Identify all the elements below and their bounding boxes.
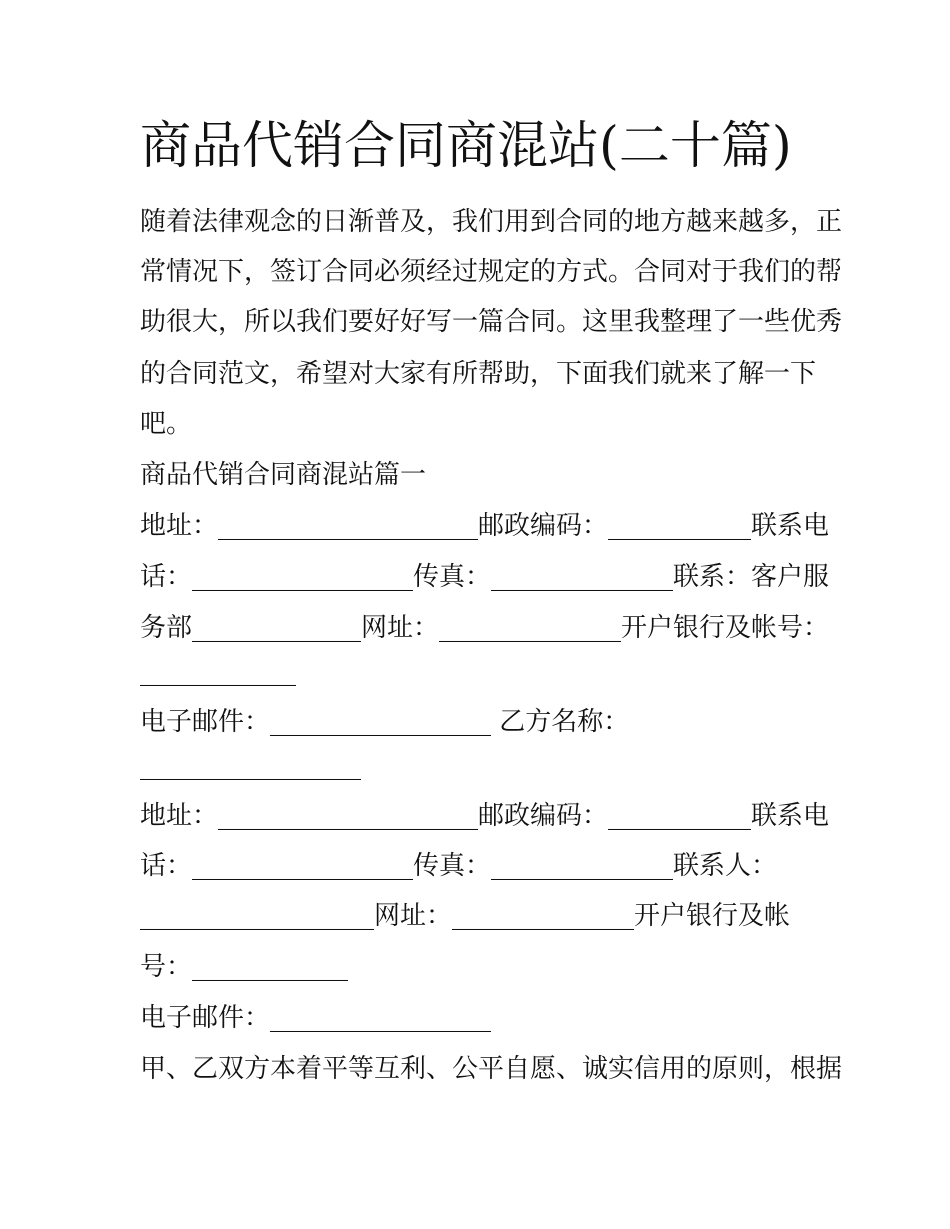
- party-a-line-5: 电子邮件：_________________ 乙方名称：: [140, 707, 630, 737]
- party-a-line-2: 话：_________________传真：______________联系：客户服: [140, 562, 830, 592]
- party-b-line-5: 电子邮件：_________________: [140, 1003, 492, 1033]
- party-a-line-4: ____________: [140, 657, 296, 687]
- party-b-line-3: __________________网址：______________开户银行及帐: [140, 901, 791, 931]
- party-a-line-1: 地址：____________________邮政编码：___________联系电: [140, 511, 830, 541]
- party-b-line-1: 地址：____________________邮政编码：___________联系电: [140, 801, 830, 831]
- intro-line-1: 随着法律观念的日渐普及，我们用到合同的地方越来越多，正: [140, 207, 843, 237]
- party-a-line-6: _________________: [140, 751, 361, 781]
- document-title: 商品代销合同商混站(二十篇): [140, 117, 792, 176]
- intro-line-5: 吧。: [140, 409, 193, 439]
- party-b-line-2: 话：_________________传真：______________联系人：: [140, 851, 778, 881]
- closing-line: 甲、乙双方本着平等互利、公平自愿、诚实信用的原则，根据: [140, 1054, 843, 1084]
- party-a-line-3: 务部_____________网址：______________开户银行及帐号：: [140, 613, 830, 643]
- intro-line-2: 常情况下，签订合同必须经过规定的方式。合同对于我们的帮: [140, 257, 843, 287]
- party-b-line-4: 号：____________: [140, 952, 349, 982]
- section-heading: 商品代销合同商混站篇一: [140, 460, 427, 490]
- intro-line-4: 的合同范文，希望对大家有所帮助，下面我们就来了解一下: [140, 359, 817, 389]
- intro-line-3: 助很大，所以我们要好好写一篇合同。这里我整理了一些优秀: [140, 307, 843, 337]
